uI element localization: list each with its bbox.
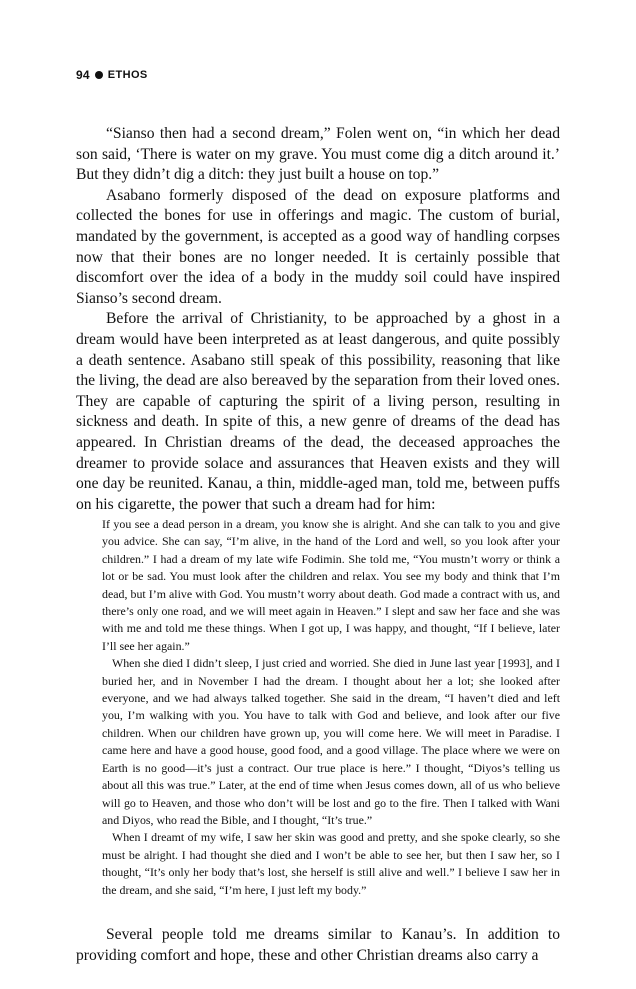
body-text-continued — [76, 924, 560, 966]
paragraph: Several people told me dreams similar to Kanau’s. In addition to providing comfort and hope, these and other Christian dreams also carry a — [76, 926, 560, 964]
quote-paragraph: When I dreamt of my wife, I saw her skin was good and pretty, and she spoke clearly, so she must be alright. I had thought she died and I won’t be able to see her, but then I saw her, so I thought, “It’s only her body that’s lost, she herself is still alive and well.” I believe I saw her in the dream, and she said, “I’m here, I just left my body.” — [102, 830, 560, 897]
running-head — [76, 68, 148, 82]
page-number: 94 — [76, 68, 90, 82]
journal-title: ETHOS — [107, 69, 148, 81]
paragraph: Before the arrival of Christianity, to be approached by a ghost in a dream would have been interpreted as at least dangerous, and quite possibly a death sentence. Asabano still speak of this possibility, reasoning that like the living, the dead are also bereaved by the separation from their loved ones. They are capable of capturing the spirit of a living person, resulting in sickness and death. In spite of this, a new genre of dreams of the dead has appeared. In Christian dreams of the dead, the deceased approaches the dreamer to provide solace and assurances that Heaven exists and they will one day be reunited. Kanau, a thin, middle-aged man, told me, between puffs on his cigarette, the power that such a dream had for him: — [76, 310, 560, 513]
paragraph: Asabano formerly disposed of the dead on exposure platforms and collected the bones for use in offerings and magic. The custom of burial, mandated by the government, is accepted as a good way of handling corpses now that their bones are no longer needed. It is certainly possible that discomfort over the idea of a body in the muddy soil could have inspired Sianso’s second dream. — [76, 186, 560, 307]
quote-paragraph: When she died I didn’t sleep, I just cried and worried. She died in June last year [1993], and I buried her, and in November I had the dream. I thought about her a lot; she looked after everyone, and we had always talked together. She said in the dream, “I haven’t died and left you, I’m walking with you. You have to talk with God and believe, and look after our five children. When our children have grown up, you will come here. We will meet in Paradise. I came here and have a good house, good food, and a good village. The place where we were on Earth is no good—it’s just a contract. Our true place is here.” I thought, “Diyos’s telling us about all this was true.” Later, at the end of time when Jesus comes down, all of us who believe will go to Heaven, and those who don’t will be lost and go to the fire. Then I talked with Wani and Diyos, who read the Bible, and I thought, “It’s true.” — [102, 656, 560, 827]
bullet-separator — [95, 71, 103, 79]
block-quote — [102, 516, 560, 899]
paragraph: “Sianso then had a second dream,” Folen went on, “in which her dead son said, ‘There is water on my grave. You must come dig a ditch around it.’ But they didn’t dig a ditch: they just built a house on top.” — [76, 125, 560, 184]
body-text — [76, 124, 560, 515]
quote-paragraph: If you see a dead person in a dream, you know she is alright. And she can talk to you and give you advice. She can say, “I’m alive, in the hand of the Lord and well, so you look after your children.” I had a dream of my late wife Fodimin. She told me, “You mustn’t worry or think a lot or be sad. You must look after the children and relax. You see my body and think that I’m dead, but I’m alive with God. You mustn’t worry about death. God made a contract with us, and there’s only one road, and we will meet again in Heaven.” I slept and saw her face and she was with me and told me these things. When I got up, I was happy, and thought, “If I believe, later I’ll see her again.” — [102, 517, 560, 653]
